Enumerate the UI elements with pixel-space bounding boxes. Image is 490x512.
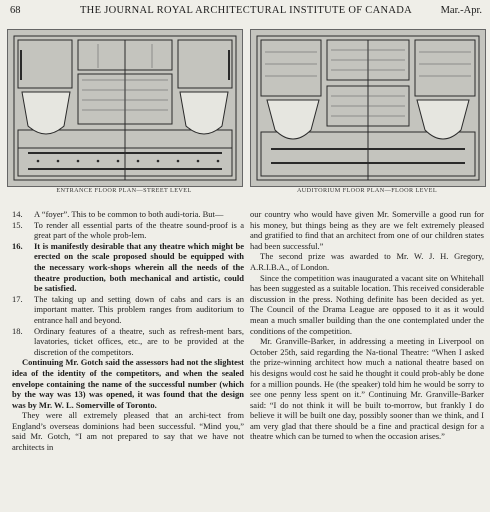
body-paragraph: Continuing Mr. Gotch said the assessors had not the slightest idea of the identity of the competitors, and when the sealed envelope containing the name of the successful number (which by the way was 13) was opened, it was found that the design was by Mr. W. L. Somerville of Toronto. — [12, 357, 244, 410]
left-text-column — [12, 209, 244, 453]
left-figure-caption: ENTRANCE FLOOR PLAN—STREET LEVEL — [56, 187, 192, 194]
entrance-floor-plan-image — [7, 29, 243, 187]
list-item — [12, 241, 244, 294]
list-item — [12, 220, 244, 241]
list-item-number: 18. — [12, 325, 23, 336]
right-text-column — [250, 209, 484, 442]
list-item-number: 16. — [12, 240, 23, 251]
list-item — [12, 209, 244, 220]
list-item-number: 14. — [12, 209, 23, 219]
body-paragraph: The second prize was awarded to Mr. W. J. H. Gregory, A.R.I.B.A., of London. — [250, 251, 484, 272]
list-item — [12, 326, 244, 358]
journal-title: THE JOURNAL ROYAL ARCHITECTURAL INSTITUTE OF CANADA — [79, 5, 413, 16]
list-item-text: It is manifestly desirable that any theatre which might be erected on the scale proposed should be equipped with the necessary work-shops wherein all the needs of the theatre production, both mechanical and artistic, could be satisfied. — [34, 240, 244, 294]
body-paragraph: our country who would have given Mr. Somerville a good run for his money, but things being as they are we felt extremely pleased and gratified to find that an architect from one of our children states had been successful.” — [250, 209, 484, 251]
body-paragraph: Mr. Granville-Barker, in addressing a meeting in Liverpool on October 25th, said regarding the Na-tional Theatre: “When I asked the prize-winning architect how much a national theatre based on his designs would cost he said he thought it could prob-ably be done for a million pounds. He (the speaker) told him he would be sorry to see one penny less spent on it.” Continuing Mr. Granville-Barker said: “I do not think it will be built to-morrow, but frankly I do believe it will be built one day, possibly sooner than we think, and I am very glad that there should be a fine and practical design for a theatre which can be turned to when the occasion arises.” — [250, 336, 484, 442]
body-paragraph: Since the competition was inaugurated a vacant site on Whitehall has been suggested as a suitable location. This received considerable discussion in the press. Nothing definite has been decided as yet. The Council of the Drama League are opposed to it as it would mean a much smaller building than the one contemplated under the conditions of the competition. — [250, 272, 484, 336]
list-item-number: 17. — [12, 293, 23, 304]
list-item-text: A “foyer”. This to be common to both audi-toria. But— — [34, 209, 224, 219]
issue-date: Mar.-Apr. — [440, 5, 482, 16]
list-item — [12, 294, 244, 326]
right-figure-caption: AUDITORIUM FLOOR PLAN—FLOOR LEVEL — [296, 187, 438, 194]
list-item-text: The taking up and setting down of cabs and cars is an important matter. This problem ranges from auditorium to entrance hall and beyond. — [34, 293, 244, 325]
body-paragraph: They were all extremely pleased that an archi-tect from England’s overseas dominions had been successful. “Mind you,” said Mr. Gotch, “I am not prepared to say that we have not architects in — [12, 410, 244, 453]
page-number: 68 — [10, 5, 21, 16]
page-header — [10, 4, 482, 18]
list-item-text: Ordinary features of a theatre, such as refresh-ment bars, lavatories, ticket offices, etc., are to be provided at the discretion of the competitors. — [34, 325, 244, 357]
list-item-text: To render all essential parts of the theatre sound-proof is a great part of the whole prob-lem. — [34, 219, 244, 241]
auditorium-floor-plan-image — [250, 29, 486, 187]
list-item-number: 15. — [12, 219, 23, 230]
